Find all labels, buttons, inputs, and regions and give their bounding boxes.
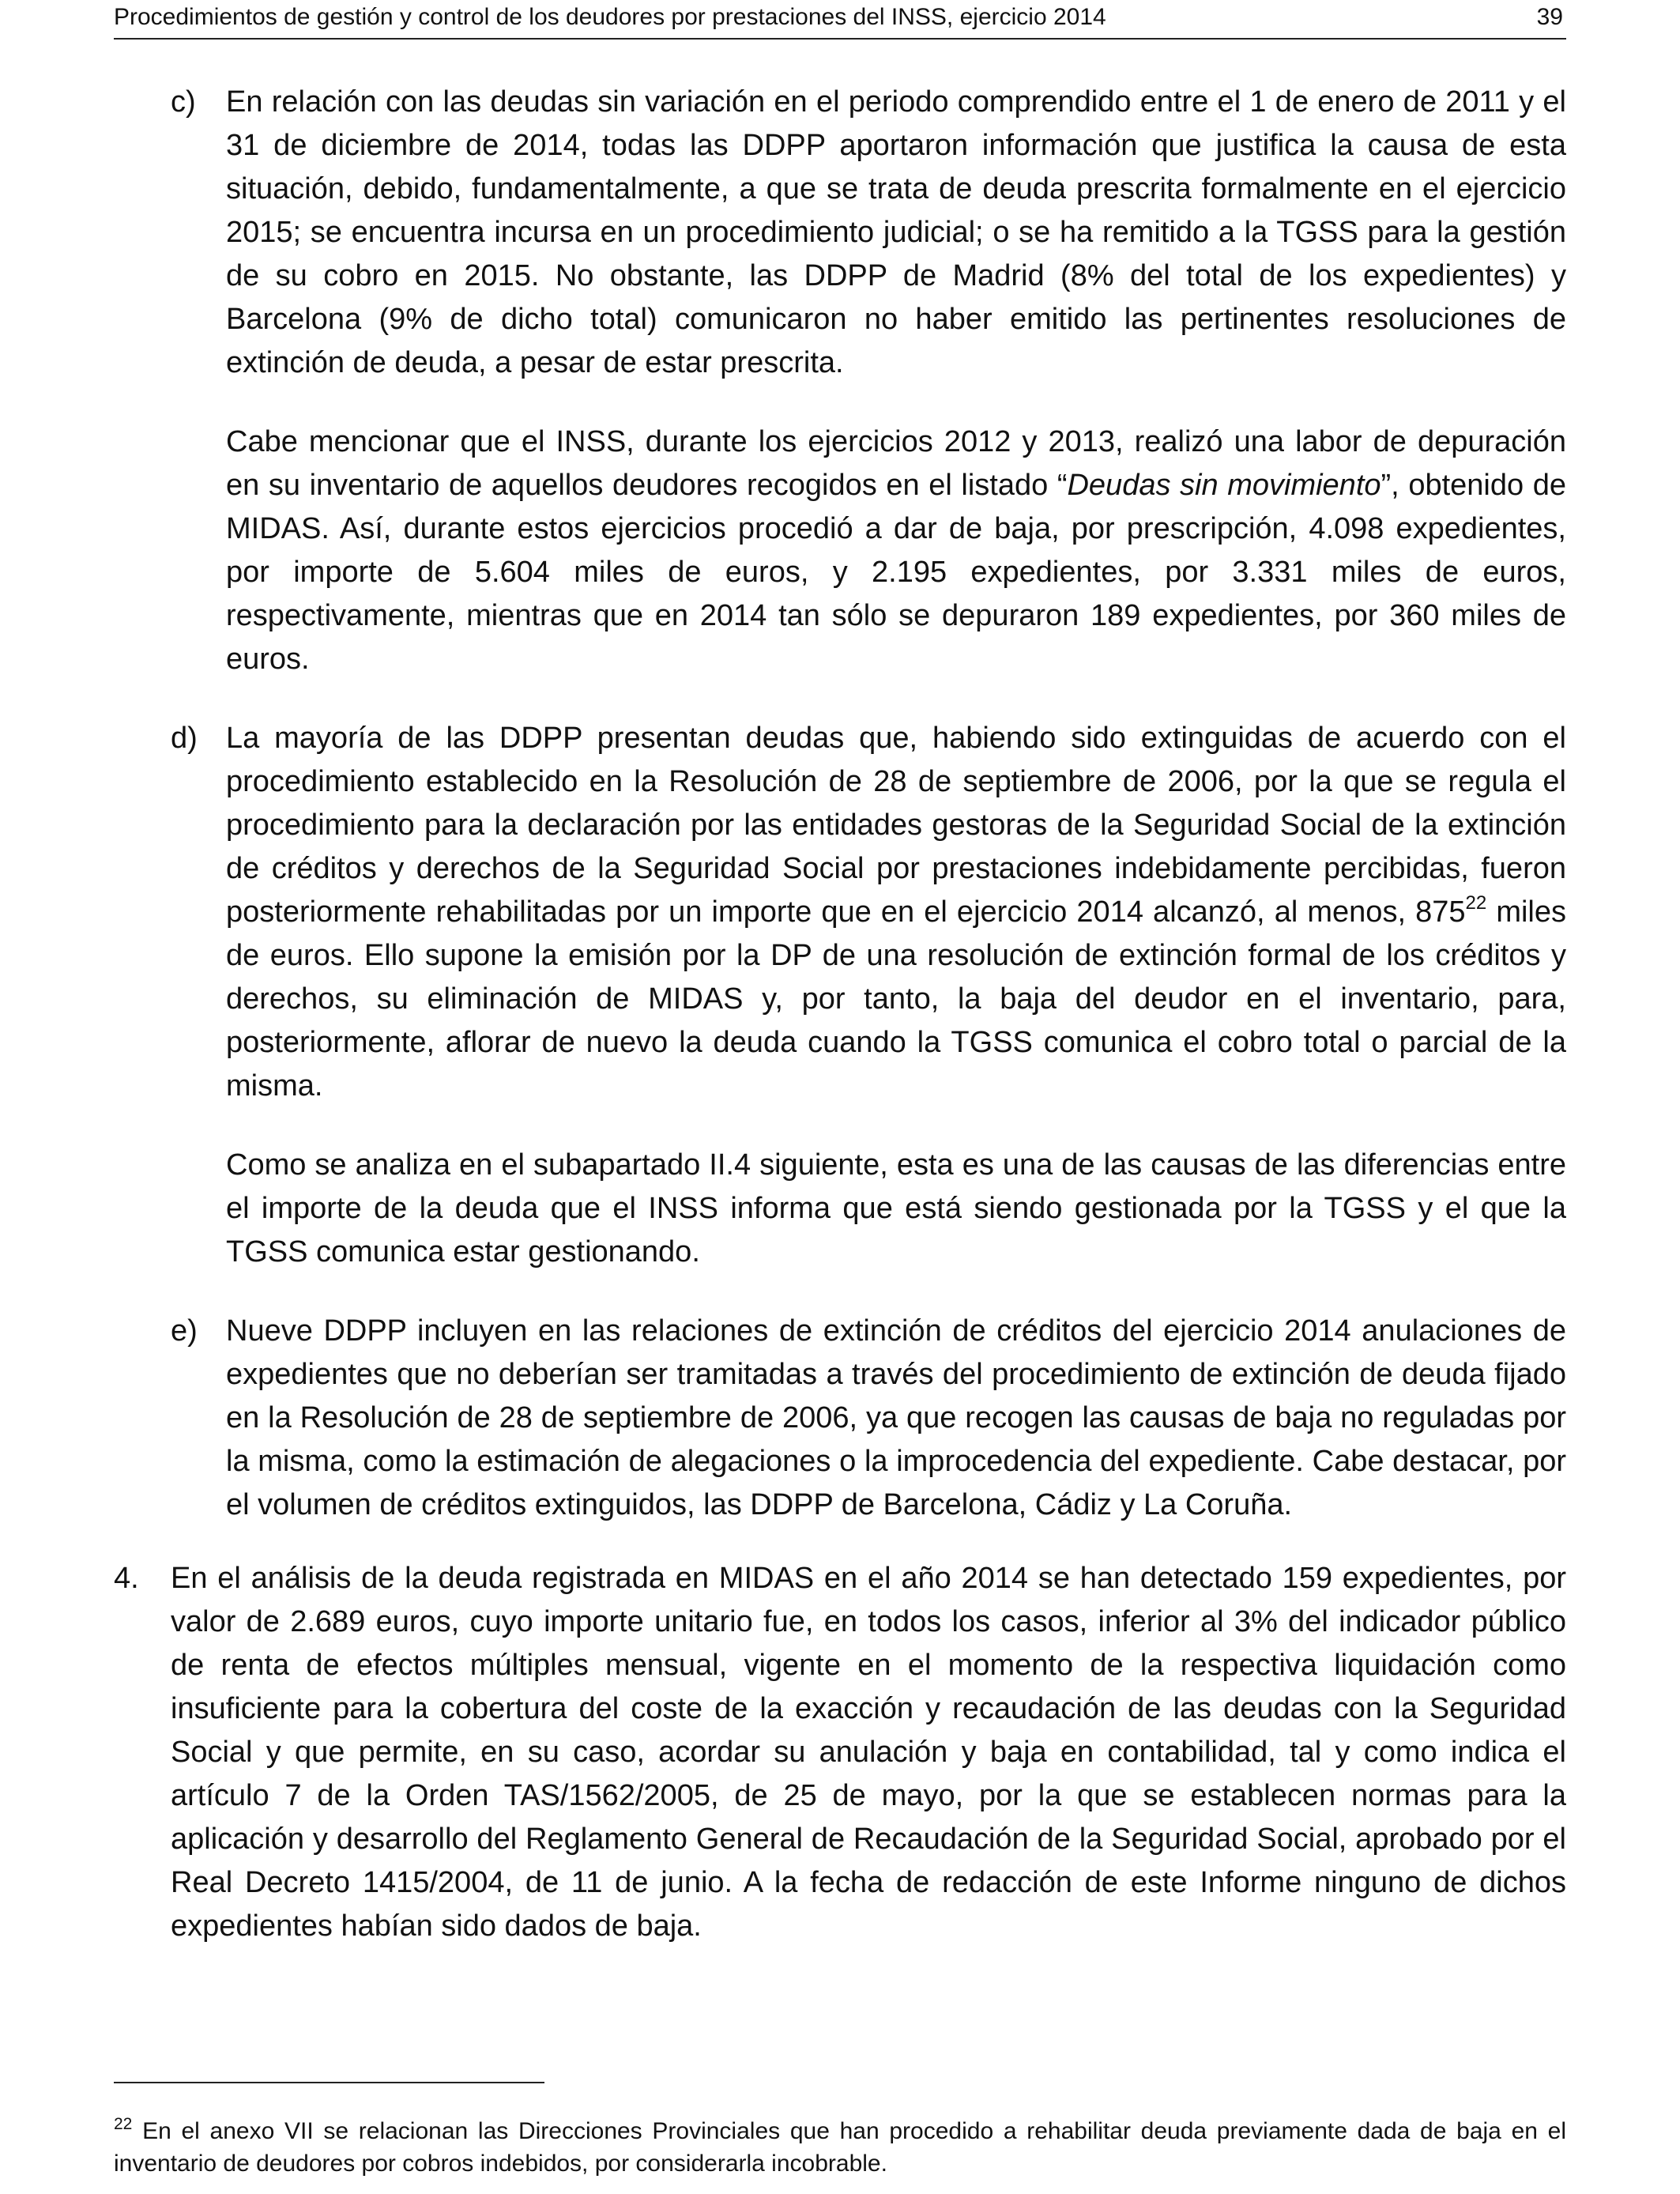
list-item-e bbox=[114, 1310, 1566, 1527]
item-d-paragraph-1-text: La mayoría de las DDPP presentan deudas que, habiendo sido extinguidas de acuerdo con el procedimiento establecido en la Resolución de 28 de septiembre de 2006, por la que se regula el procedimiento para la declaración por las entidades gestoras de la Seguridad Social de la extinción de créditos y derechos de la Seguridad Social por prestaciones indebidamente percibidas, fueron posteriormente rehabilitadas por un importe que en el ejercicio 2014 alcanzó, al menos, 875 bbox=[226, 722, 1566, 929]
item-d-paragraph-1 bbox=[226, 717, 1566, 1108]
item-d-paragraph-2: Como se analiza en el subapartado II.4 siguiente, esta es una de las causas de las diferencias entre el importe de la deuda que el INSS informa que está siendo gestionada por la TGSS y el que la TGSS comunica estar gestionando. bbox=[226, 1148, 1566, 1269]
header-title: Procedimientos de gestión y control de los deudores por prestaciones del INSS, ejercicio 2014 bbox=[114, 4, 1106, 30]
italic-term: Deudas sin movimiento bbox=[1067, 469, 1381, 502]
page-number: 39 bbox=[1536, 4, 1563, 30]
item-c-paragraph-2-rest: ”, obtenido de MIDAS. Así, durante estos ejercicios procedió a dar de baja, por prescripción, 4.098 expedientes, por importe de 5.604 miles de euros, y 2.195 expedientes, por 3.331 miles de euros, respectivamente, mientras que en 2014 tan sólo se depuraron 189 expedientes, por 360 miles de euros. bbox=[226, 469, 1566, 676]
item-c-paragraph-2 bbox=[114, 420, 1566, 681]
list-item-d bbox=[114, 717, 1566, 1108]
item-c-paragraph-1: En relación con las deudas sin variación en el periodo comprendido entre el 1 de enero de 2011 y el 31 de diciembre de 2014, todas las DDPP aportaron información que justifica la causa de esta situación, debido, fundamentalmente, a que se trata de deuda prescrita formalmente en el ejercicio 2015; se encuentra incursa en un procedimiento judicial; o se ha remitido a la TGSS para la gestión de su cobro en 2015. No obstante, las DDPP de Madrid (8% del total de los expedientes) y Barcelona (9% de dicho total) comunicaron no haber emitido las pertinentes resoluciones de extinción de deuda, a pesar de estar prescrita. bbox=[226, 85, 1566, 379]
footnote-22 bbox=[114, 2115, 1566, 2180]
list-marker-c: c) bbox=[171, 85, 196, 119]
page-header bbox=[114, 0, 1566, 40]
list-item-c bbox=[114, 81, 1566, 385]
item-d-paragraph-1-rest: miles de euros. Ello supone la emisión por la DP de una resolución de extinción formal de los créditos y derechos, su eliminación de MIDAS y, por tanto, la baja del deudor en el inventario, para, posteriormente, aflorar de nuevo la deuda cuando la TGSS comunica el cobro total o parcial de la misma. bbox=[226, 895, 1566, 1103]
item-4-paragraph-1: En el análisis de la deuda registrada en MIDAS en el año 2014 se han detectado 159 expedientes, por valor de 2.689 euros, cuyo importe unitario fue, en todos los casos, inferior al 3% del indicador público de renta de efectos múltiples mensual, vigente en el momento de la respectiva liquidación como insuficiente para la cobertura del coste de la exacción y recaudación de las deudas con la Seguridad Social y que permite, en su caso, acordar su anulación y baja en contabilidad, tal y como indica el artículo 7 de la Orden TAS/1562/2005, de 25 de mayo, por la que se establecen normas para la aplicación y desarrollo del Reglamento General de Recaudación de la Seguridad Social, aprobado por el Real Decreto 1415/2004, de 11 de junio. A la fecha de redacción de este Informe ninguno de dichos expedientes habían sido dados de baja. bbox=[171, 1562, 1566, 1943]
list-marker-e: e) bbox=[171, 1314, 198, 1348]
item-c-paragraph-2-text: Cabe mencionar que el INSS, durante los ejercicios 2012 y 2013, realizó una labor de depuración en su inventario de aquellos deudores recogidos en el listado “ bbox=[226, 425, 1566, 502]
list-item-4 bbox=[114, 1557, 1566, 1948]
footnote-text: En el anexo VII se relacionan las Direcciones Provinciales que han procedido a rehabilitar deuda previamente dada de baja en el inventario de deudores por cobros indebidos, por considerarla incobrable. bbox=[114, 2118, 1566, 2177]
footnote-divider bbox=[114, 2082, 544, 2083]
item-e-paragraph-1: Nueve DDPP incluyen en las relaciones de extinción de créditos del ejercicio 2014 anulaciones de expedientes que no deberían ser tramitadas a través del procedimiento de extinción de deuda fijado en la Resolución de 28 de septiembre de 2006, ya que recogen las causas de baja no reguladas por la misma, como la estimación de alegaciones o la improcedencia del expediente. Cabe destacar, por el volumen de créditos extinguidos, las DDPP de Barcelona, Cádiz y La Coruña. bbox=[226, 1314, 1566, 1521]
list-marker-4: 4. bbox=[114, 1562, 139, 1595]
footnote-number: 22 bbox=[114, 2115, 133, 2133]
footnote-reference[interactable]: 22 bbox=[1465, 892, 1487, 914]
document-body bbox=[114, 81, 1566, 1948]
list-marker-d: d) bbox=[171, 722, 198, 755]
